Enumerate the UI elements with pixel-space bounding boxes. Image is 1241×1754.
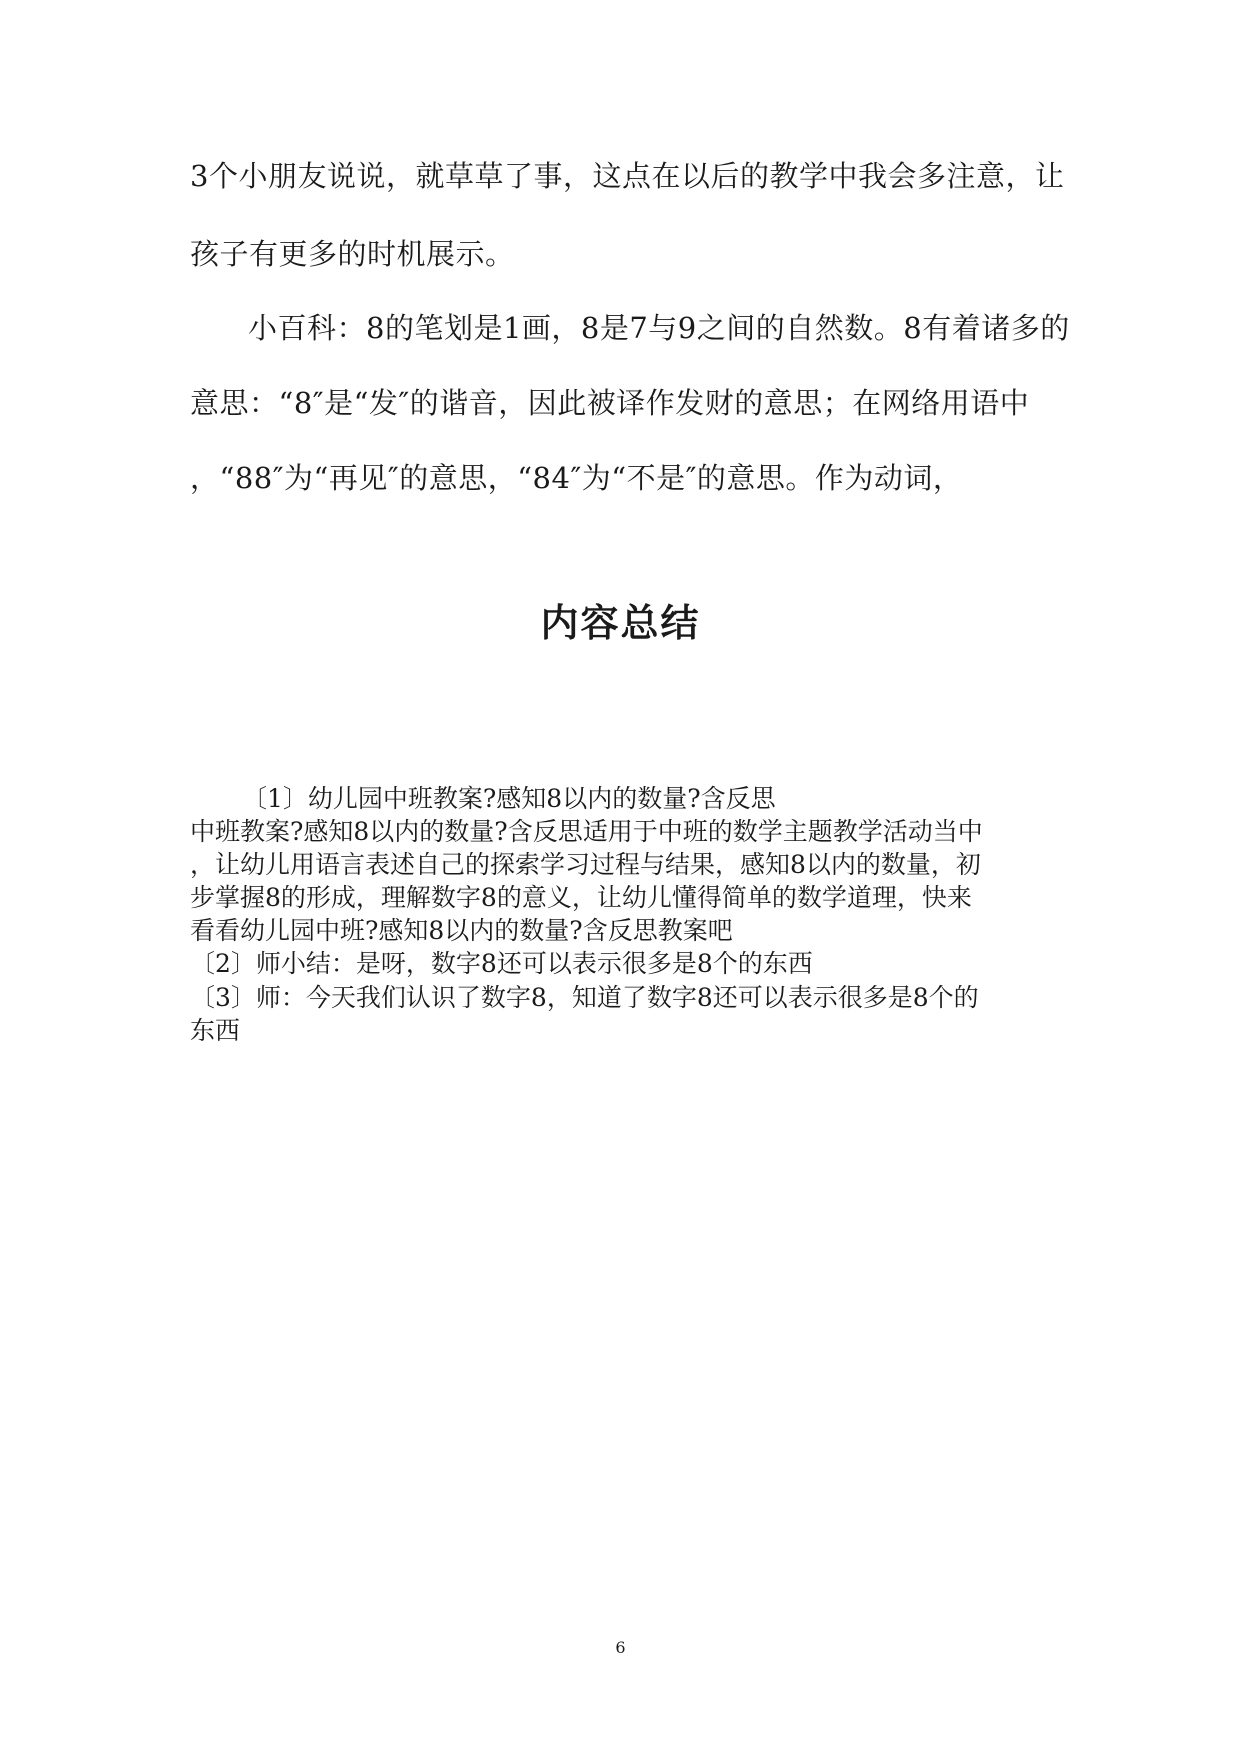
- summary-item-1-body-line-2: ，让幼儿用语言表述自己的探索学习过程与结果，感知8以内的数量，初: [190, 850, 981, 879]
- paragraph-1-line-1: 3个小朋友说说，就草草了事，这点在以后的教学中我会多注意，让: [190, 159, 1065, 193]
- summary-item-1-body-line-4: 看看幼儿园中班?感知8以内的数量?含反思教案吧: [190, 916, 733, 945]
- paragraph-2-line-2: 意思：“8″是“发″的谐音，因此被译作发财的意思；在网络用语中: [190, 386, 1030, 420]
- paragraph-2-line-1: 小百科：8的笔划是1画，8是7与9之间的自然数。8有着诸多的: [248, 311, 1070, 345]
- summary-item-3-line-1: 〔3〕师：今天我们认识了数字8，知道了数字8还可以表示很多是8个的: [190, 983, 979, 1012]
- paragraph-1-line-2: 孩子有更多的时机展示。: [190, 237, 515, 271]
- summary-item-1-body-line-3: 步掌握8的形成，理解数字8的意义，让幼儿懂得简单的数学道理，快来: [190, 883, 972, 912]
- summary-item-2: 〔2〕师小结：是呀，数字8还可以表示很多是8个的东西: [190, 949, 813, 978]
- summary-item-1-body-line-1: 中班教案?感知8以内的数量?含反思适用于中班的数学主题教学活动当中: [190, 817, 983, 846]
- page-number: 6: [615, 1638, 626, 1657]
- paragraph-2-line-3: ，“88″为“再见″的意思，“84″为“不是″的意思。作为动词，: [190, 461, 963, 495]
- summary-item-3-line-2: 东西: [190, 1016, 241, 1045]
- summary-item-1-title: 〔1〕幼儿园中班教案?感知8以内的数量?含反思: [242, 784, 776, 813]
- summary-heading: 内容总结: [540, 601, 701, 645]
